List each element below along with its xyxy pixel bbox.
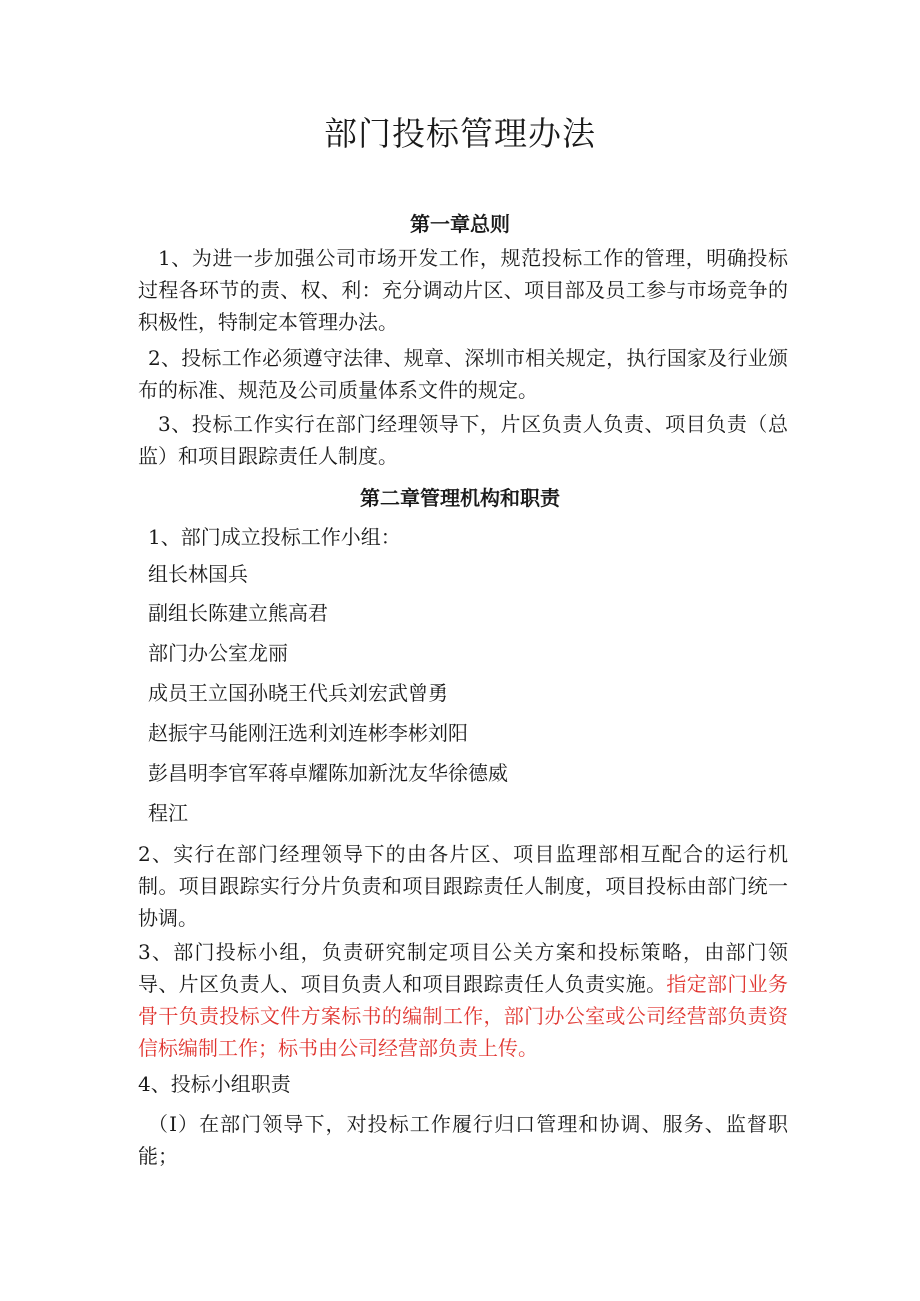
- chapter-2-item-4-clause-1: （I）在部门领导下，对投标工作履行归口管理和协调、服务、监督职能；: [138, 1112, 788, 1168]
- chapter-2-item-1: 1、部门成立投标工作小组：: [148, 525, 401, 549]
- chapter-2-item-2: 2、实行在部门经理领导下的由各片区、项目监理部相互配合的运行机制。项目跟踪实行分片负责和项目跟踪责任人制度，项目投标由部门统一协调。: [138, 842, 788, 930]
- chapter-2-heading: 第二章管理机构和职责: [360, 486, 560, 510]
- chapter-1-paragraph-3: 3、投标工作实行在部门经理领导下，片区负责人负责、项目负责（总监）和项目跟踪责任人制度。: [138, 412, 788, 468]
- member-line: 组长林国兵: [148, 562, 248, 586]
- item-3-text: 3、部门投标小组，负责研究制定项目公关方案和投标策略，由部门领导、片区负责人、项目负责人和项目跟踪责任人负责实施。: [138, 940, 788, 996]
- member-line: 部门办公室龙丽: [148, 641, 288, 665]
- chapter-1-paragraph-1: 1、为进一步加强公司市场开发工作，规范投标工作的管理，明确投标过程各环节的责、权、利：充分调动片区、项目部及员工参与市场竞争的积极性，特制定本管理办法。: [138, 246, 788, 334]
- document-title: 部门投标管理办法: [324, 114, 596, 153]
- member-line: 程江: [148, 801, 188, 825]
- member-line: 副组长陈建立熊高君: [148, 601, 328, 625]
- chapter-1-heading: 第一章总则: [410, 212, 510, 236]
- chapter-2-item-4: 4、投标小组职责: [138, 1072, 291, 1096]
- member-line: 赵振宇马能刚汪选利刘连彬李彬刘阳: [148, 721, 468, 745]
- chapter-2-item-3: [138, 936, 788, 1064]
- member-line: 成员王立国孙晓王代兵刘宏武曾勇: [148, 681, 448, 705]
- item-3-highlighted-text: 指定部门业务骨干负责投标文件方案标书的编制工作，部门办公室或公司经营部负责资信标编制工作；标书由公司经营部负责上传。: [138, 972, 789, 1060]
- member-line: 彭昌明李官军蒋卓耀陈加新沈友华徐德威: [148, 761, 508, 785]
- chapter-1-paragraph-2: 2、投标工作必须遵守法律、规章、深圳市相关规定，执行国家及行业颁布的标准、规范及公司质量体系文件的规定。: [138, 346, 788, 402]
